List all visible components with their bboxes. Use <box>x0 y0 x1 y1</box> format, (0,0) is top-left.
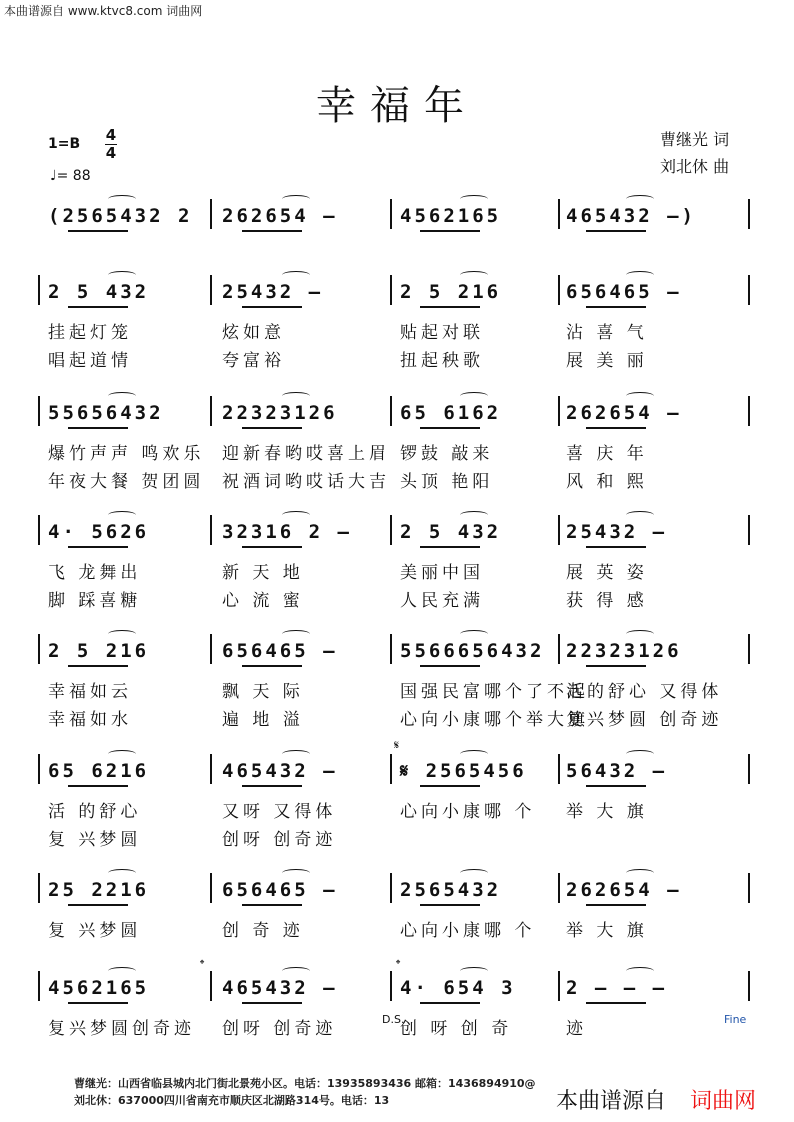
measure-notes: 65 6162 <box>400 402 502 424</box>
slur-mark <box>282 750 310 758</box>
slur-mark <box>108 967 136 975</box>
slur-mark <box>282 869 310 877</box>
slur-mark <box>460 967 488 975</box>
barline <box>558 873 560 903</box>
beam-line <box>420 427 480 429</box>
barline <box>210 754 212 784</box>
barline <box>748 275 750 305</box>
beam-line <box>68 904 128 906</box>
slur-mark <box>108 195 136 203</box>
coda-mark-b: 𝄌 <box>396 957 401 971</box>
barline <box>748 634 750 664</box>
slur-mark <box>460 271 488 279</box>
lyricist: 曹继光 词 <box>660 130 730 149</box>
measure-notes: 262654 – <box>566 879 682 901</box>
slur-mark <box>626 750 654 758</box>
slur-mark <box>108 630 136 638</box>
song-title: 幸福年 <box>316 83 478 129</box>
beam-line <box>420 785 480 787</box>
barline <box>390 971 392 1001</box>
measure-notes: 656465 – <box>566 281 682 303</box>
lyric-2: 复 兴梦圆 <box>48 830 142 850</box>
barline <box>558 199 560 229</box>
beam-line <box>242 904 302 906</box>
time-bottom: 4 <box>105 144 117 162</box>
measure-notes: 4· 5626 <box>48 521 150 543</box>
measure-notes: 465432 –) <box>566 205 696 227</box>
beam-line <box>242 546 302 548</box>
slur-mark <box>626 511 654 519</box>
measure-notes: 2 – – – <box>566 977 668 999</box>
lyric-1: 锣鼓 敲来 <box>400 444 494 464</box>
coda-mark-a: 𝄌 <box>200 957 205 971</box>
lyric-2: 获 得 感 <box>566 591 648 611</box>
lyric-1: 挂起灯笼 <box>48 323 132 343</box>
lyric-1: 复兴梦圆创奇迹 <box>48 1019 195 1039</box>
slur-mark <box>626 271 654 279</box>
beam-line <box>420 546 480 548</box>
slur-mark <box>626 869 654 877</box>
lyric-2: 夸富裕 <box>222 351 285 371</box>
barline <box>38 971 40 1001</box>
measure-notes: 2 5 432 <box>48 281 150 303</box>
measure-notes: 22323126 <box>566 640 682 662</box>
slur-mark <box>108 750 136 758</box>
slur-mark <box>460 750 488 758</box>
beam-line <box>242 306 302 308</box>
slur-mark <box>282 967 310 975</box>
beam-line <box>242 665 302 667</box>
barline <box>210 971 212 1001</box>
lyric-1: 举 大 旗 <box>566 802 648 822</box>
lyric-2: 风 和 熙 <box>566 472 648 492</box>
measure-notes: 656465 – <box>222 879 338 901</box>
lyric-1: 国强民富哪个了不起 <box>400 682 589 702</box>
beam-line <box>242 1002 302 1004</box>
lyric-1: 心向小康哪 个 <box>400 802 536 822</box>
slur-mark <box>626 392 654 400</box>
beam-line <box>586 230 646 232</box>
lyric-2: 人民充满 <box>400 591 484 611</box>
measure-notes: 4· 654 3 <box>400 977 516 999</box>
barline <box>558 515 560 545</box>
tempo-value: = 88 <box>56 168 91 184</box>
slur-mark <box>626 195 654 203</box>
slur-mark <box>460 195 488 203</box>
barline <box>748 754 750 784</box>
barline <box>390 275 392 305</box>
measure-notes: 2 5 216 <box>48 640 150 662</box>
barline <box>38 634 40 664</box>
beam-line <box>586 427 646 429</box>
measure-notes: 465432 – <box>222 977 338 999</box>
footer-line-1: 曹继光：山西省临县城内北门街北景苑小区。电话：13935893436 邮箱：1436894910@ <box>74 1077 536 1090</box>
measure-notes: 656465 – <box>222 640 338 662</box>
measure-notes: 25 2216 <box>48 879 150 901</box>
barline <box>558 275 560 305</box>
slur-mark <box>108 511 136 519</box>
lyric-2: 幸福如水 <box>48 710 132 730</box>
barline <box>748 971 750 1001</box>
measure-notes: 25432 – <box>222 281 324 303</box>
watermark-left: 本曲谱源自 <box>556 1089 667 1114</box>
slur-mark <box>460 392 488 400</box>
slur-mark <box>282 511 310 519</box>
beam-line <box>68 230 128 232</box>
barline <box>390 873 392 903</box>
barline <box>210 515 212 545</box>
barline <box>210 199 212 229</box>
slur-mark <box>108 271 136 279</box>
lyric-2: 祝酒词哟哎话大吉 <box>222 472 390 492</box>
quarter-note-icon: ♩ <box>50 168 57 184</box>
slur-mark <box>108 392 136 400</box>
lyric-2: 遍 地 溢 <box>222 710 304 730</box>
beam-line <box>420 306 480 308</box>
lyric-1: 创呀 创奇迹 <box>222 1019 337 1039</box>
barline <box>38 873 40 903</box>
beam-line <box>242 230 302 232</box>
lyric-1: 迹 <box>566 1019 587 1039</box>
beam-line <box>420 904 480 906</box>
lyric-1: 喜 庆 年 <box>566 444 648 464</box>
fine-mark: Fine <box>724 1013 747 1026</box>
measure-notes: (2565432 2 <box>48 205 193 227</box>
lyric-1: 创 呀 创 奇 <box>400 1019 513 1039</box>
measure-notes: 262654 – <box>566 402 682 424</box>
lyric-1: 活的舒心 又得体 <box>566 682 723 702</box>
slur-mark <box>282 630 310 638</box>
beam-line <box>420 665 480 667</box>
lyric-1: 美丽中国 <box>400 563 484 583</box>
barline <box>390 634 392 664</box>
lyric-1: 活 的舒心 <box>48 802 142 822</box>
barline <box>210 873 212 903</box>
lyric-1: 举 大 旗 <box>566 921 648 941</box>
beam-line <box>68 427 128 429</box>
measure-notes: 25432 – <box>566 521 668 543</box>
segno-mark: 𝄋 <box>394 738 400 752</box>
barline <box>390 199 392 229</box>
lyric-2: 扭起秧歌 <box>400 351 484 371</box>
barline <box>558 754 560 784</box>
barline <box>38 754 40 784</box>
measure-notes: 55656432 <box>48 402 164 424</box>
beam-line <box>242 427 302 429</box>
slur-mark <box>626 967 654 975</box>
measure-notes: 262654 – <box>222 205 338 227</box>
beam-line <box>586 546 646 548</box>
barline <box>390 754 392 784</box>
key-signature: 1=B <box>48 136 81 152</box>
barline <box>210 275 212 305</box>
measure-notes: 32316 2 – <box>222 521 352 543</box>
lyric-1: 新 天 地 <box>222 563 304 583</box>
lyric-2: 心 流 蜜 <box>222 591 304 611</box>
barline <box>558 396 560 426</box>
measure-notes: 22323126 <box>222 402 338 424</box>
lyric-2: 唱起道情 <box>48 351 132 371</box>
slur-mark <box>460 511 488 519</box>
lyric-1: 爆竹声声 鸣欢乐 <box>48 444 205 464</box>
lyric-1: 飘 天 际 <box>222 682 304 702</box>
barline <box>558 971 560 1001</box>
barline <box>210 634 212 664</box>
beam-line <box>68 665 128 667</box>
lyric-1: 展 英 姿 <box>566 563 648 583</box>
slur-mark <box>108 869 136 877</box>
barline <box>38 275 40 305</box>
lyric-1: 又呀 又得体 <box>222 802 337 822</box>
lyric-1: 创 奇 迹 <box>222 921 304 941</box>
beam-line <box>586 665 646 667</box>
barline <box>748 199 750 229</box>
beam-line <box>586 785 646 787</box>
barline <box>748 515 750 545</box>
measure-notes: 2565432 <box>400 879 502 901</box>
lyric-1: 复 兴梦圆 <box>48 921 142 941</box>
beam-line <box>242 785 302 787</box>
lyric-1: 炫如意 <box>222 323 285 343</box>
measure-notes: 2 5 432 <box>400 521 502 543</box>
footer-line-2: 刘北休：637000四川省南充市顺庆区北湖路314号。电话：13 <box>74 1094 390 1107</box>
beam-line <box>68 306 128 308</box>
barline <box>38 396 40 426</box>
beam-line <box>420 230 480 232</box>
composer: 刘北休 曲 <box>660 157 730 176</box>
beam-line <box>586 1002 646 1004</box>
measure-notes: 56432 – <box>566 760 668 782</box>
beam-line <box>586 306 646 308</box>
measure-notes: 465432 – <box>222 760 338 782</box>
lyric-2: 脚 踩喜糖 <box>48 591 142 611</box>
lyric-2: 心向小康哪个举大旗 <box>400 710 589 730</box>
barline <box>38 515 40 545</box>
ds-mark: D.S. <box>382 1013 405 1026</box>
watermark-right: 词曲网 <box>690 1089 757 1114</box>
barline <box>390 515 392 545</box>
lyric-1: 贴起对联 <box>400 323 484 343</box>
beam-line <box>68 546 128 548</box>
lyric-2: 创呀 创奇迹 <box>222 830 337 850</box>
lyric-1: 迎新春哟哎喜上眉 <box>222 444 390 464</box>
barline <box>558 634 560 664</box>
site-header: 本曲谱源自 www.ktvc8.com 词曲网 <box>4 4 203 18</box>
measure-notes: 5566656432 <box>400 640 545 662</box>
measure-notes: 2 5 216 <box>400 281 502 303</box>
time-top: 4 <box>105 126 117 144</box>
barline <box>748 873 750 903</box>
slur-mark <box>460 630 488 638</box>
beam-line <box>420 1002 480 1004</box>
lyric-2: 复兴梦圆 创奇迹 <box>566 710 723 730</box>
measure-notes: 4562165 <box>48 977 150 999</box>
lyric-2: 展 美 丽 <box>566 351 648 371</box>
measure-notes: 65 6216 <box>48 760 150 782</box>
slur-mark <box>460 869 488 877</box>
barline <box>748 396 750 426</box>
beam-line <box>68 1002 128 1004</box>
beam-line <box>68 785 128 787</box>
barline <box>210 396 212 426</box>
barline <box>390 396 392 426</box>
slur-mark <box>626 630 654 638</box>
slur-mark <box>282 195 310 203</box>
tempo-mark <box>50 168 91 184</box>
lyric-1: 幸福如云 <box>48 682 132 702</box>
slur-mark <box>282 392 310 400</box>
lyric-1: 沾 喜 气 <box>566 323 648 343</box>
lyric-2: 头顶 艳阳 <box>400 472 494 492</box>
lyric-1: 心向小康哪 个 <box>400 921 536 941</box>
measure-notes: 4562165 <box>400 205 502 227</box>
measure-notes: 𝄋 2565456 <box>400 760 527 782</box>
beam-line <box>586 904 646 906</box>
lyric-1: 飞 龙舞出 <box>48 563 142 583</box>
slur-mark <box>282 271 310 279</box>
lyric-2: 年夜大餐 贺团圆 <box>48 472 205 492</box>
time-signature <box>102 128 120 161</box>
